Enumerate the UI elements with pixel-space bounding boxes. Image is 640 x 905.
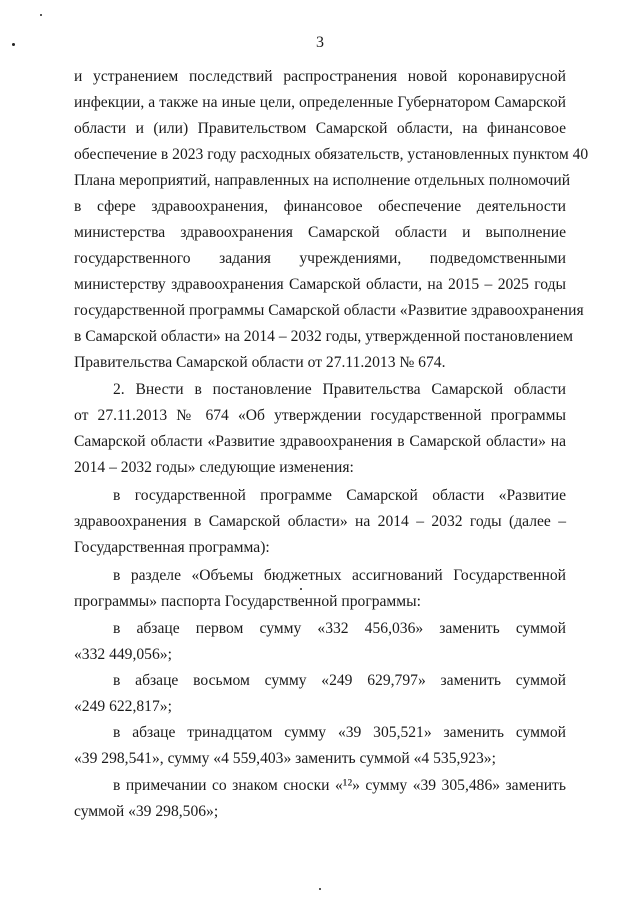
text-line: здравоохранения в Самарской области» на 2014 – 2032 годы (далее – — [74, 513, 566, 530]
text-line: области и (или) Правительством Самарской области, на финансовое — [74, 120, 566, 137]
text-line: суммой «39 298,506»; — [74, 803, 219, 820]
text-line: в государственной программе Самарской области «Развитие — [113, 487, 566, 504]
text-line: министерству здравоохранения Самарской области, на 2015 – 2025 годы — [74, 276, 566, 293]
text-line: «39 298,541», сумму «4 559,403» заменить суммой «4 535,923»; — [74, 750, 496, 767]
text-line: в разделе «Объемы бюджетных ассигнований Государственной — [113, 567, 566, 584]
text-line: «332 449,056»; — [74, 646, 172, 663]
text-line: государственной программы Самарской области «Развитие здравоохранения — [74, 302, 584, 319]
text-line: и устранением последствий распространения новой коронавирусной — [74, 68, 566, 85]
text-line: программы» паспорта Государственной программы: — [74, 593, 421, 610]
text-line: государственного задания учреждениями, подведомственными — [74, 250, 566, 267]
text-line: в сфере здравоохранения, финансовое обеспечение деятельности — [74, 198, 566, 215]
text-line: Правительства Самарской области от 27.11.2013 № 674. — [74, 354, 446, 371]
text-line: 2014 – 2032 годы» следующие изменения: — [74, 459, 354, 476]
text-line: в абзаце восьмом сумму «249 629,797» заменить суммой — [113, 672, 566, 689]
text-line: в примечании со знаком сноски «¹²» сумму «39 305,486» заменить — [113, 777, 566, 794]
text-line: в Самарской области» на 2014 – 2032 годы, утвержденной постановлением — [74, 328, 574, 345]
scan-speck — [319, 888, 321, 890]
text-line: в абзаце тринадцатом сумму «39 305,521» заменить суммой — [113, 724, 566, 741]
scan-speck — [40, 14, 42, 16]
text-line: инфекции, а также на иные цели, определенные Губернатором Самарской — [74, 94, 566, 111]
text-line: 2. Внести в постановление Правительства Самарской области — [113, 381, 566, 398]
scan-speck — [300, 588, 302, 590]
text-line: министерства здравоохранения Самарской области и выполнение — [74, 224, 566, 241]
text-line: в абзаце первом сумму «332 456,036» заменить суммой — [113, 620, 566, 637]
text-line: от 27.11.2013 № 674 «Об утверждении государственной программы — [74, 407, 566, 424]
text-line: «249 622,817»; — [74, 698, 172, 715]
scan-speck — [12, 43, 15, 46]
text-line: Государственная программа): — [74, 539, 270, 556]
text-line: Самарской области «Развитие здравоохранения в Самарской области» на — [74, 433, 566, 450]
page-number: 3 — [316, 34, 324, 51]
text-line: обеспечение в 2023 году расходных обязательств, установленных пунктом 40 — [74, 146, 589, 163]
text-line: Плана мероприятий, направленных на исполнение отдельных полномочий — [74, 172, 571, 189]
